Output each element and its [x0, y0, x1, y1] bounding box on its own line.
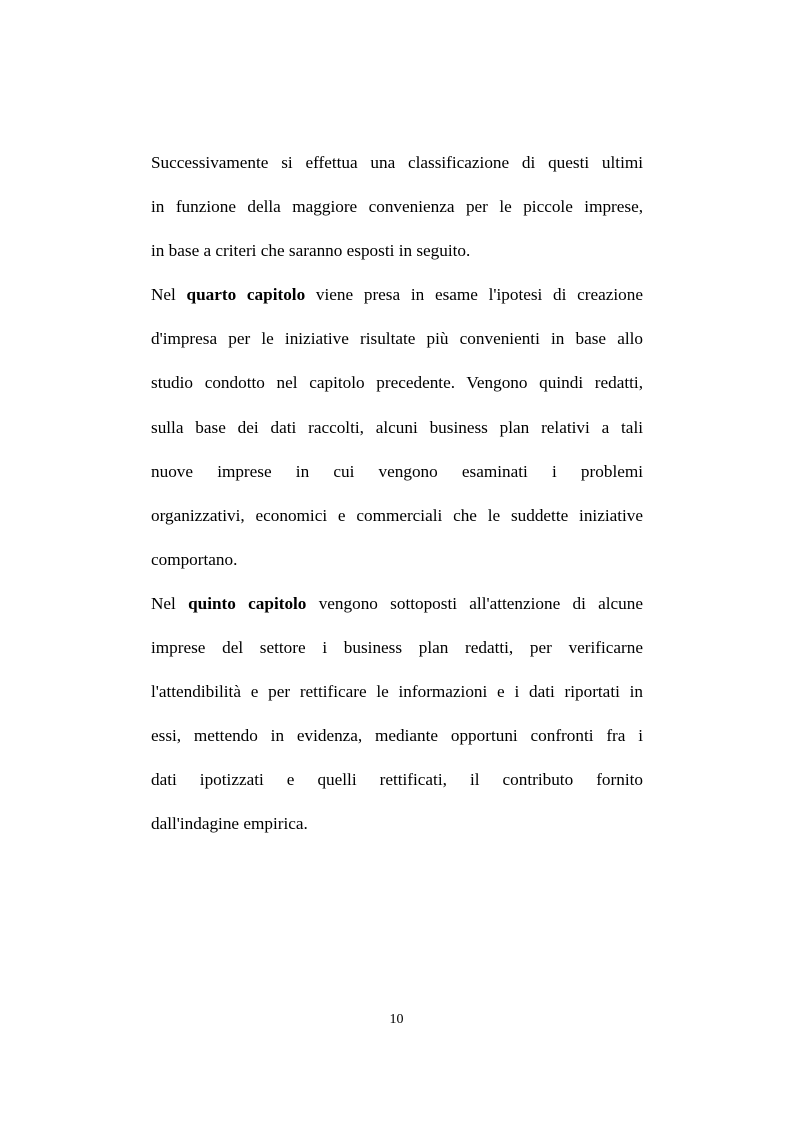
- text-line: [151, 582, 643, 626]
- text-line: comportano.: [151, 549, 238, 569]
- page-number: 10: [389, 1012, 404, 1027]
- text-line: imprese del settore i business plan redatti, per verificarne: [151, 638, 643, 658]
- paragraph-2: [151, 273, 643, 582]
- chapter-reference-fifth: quinto capitolo: [188, 593, 307, 613]
- text-line: sulla base dei dati raccolti, alcuni business plan relativi a tali: [151, 417, 643, 437]
- text-line: dall'indagine empirica.: [151, 814, 308, 834]
- text-line: studio condotto nel capitolo precedente. Vengono quindi redatti,: [151, 373, 643, 393]
- text-line: organizzativi, economici e commerciali che le suddette iniziative: [151, 505, 643, 525]
- text-line: Successivamente si effettua una classificazione di questi ultimi: [151, 153, 643, 172]
- text-line: in funzione della maggiore convenienza per le piccole imprese,: [151, 197, 643, 217]
- paragraph-3: [151, 582, 643, 847]
- paragraph-text: vengono sottoposti all'attenzione di alcune: [306, 593, 643, 613]
- text-line: in base a criteri che saranno esposti in seguito.: [151, 241, 471, 261]
- text-line: d'impresa per le iniziative risultate più convenienti in base allo: [151, 329, 643, 349]
- paragraph-text: viene presa in esame l'ipotesi di creazione: [305, 285, 643, 305]
- text-line: l'attendibilità e per rettificare le informazioni e i dati riportati in: [151, 682, 643, 702]
- text-line: nuove imprese in cui vengono esaminati i problemi: [151, 461, 643, 481]
- paragraph-lead: Nel: [151, 593, 189, 613]
- paragraph-lead: Nel: [151, 285, 187, 305]
- paragraph-1: [151, 141, 643, 273]
- body-text: [151, 141, 643, 847]
- text-line: essi, mettendo in evidenza, mediante opportuni confronti fra i: [151, 726, 643, 746]
- text-line: dati ipotizzati e quelli rettificati, il contributo fornito: [151, 770, 643, 790]
- text-line: [151, 273, 643, 317]
- chapter-reference-fourth: quarto capitolo: [186, 285, 306, 305]
